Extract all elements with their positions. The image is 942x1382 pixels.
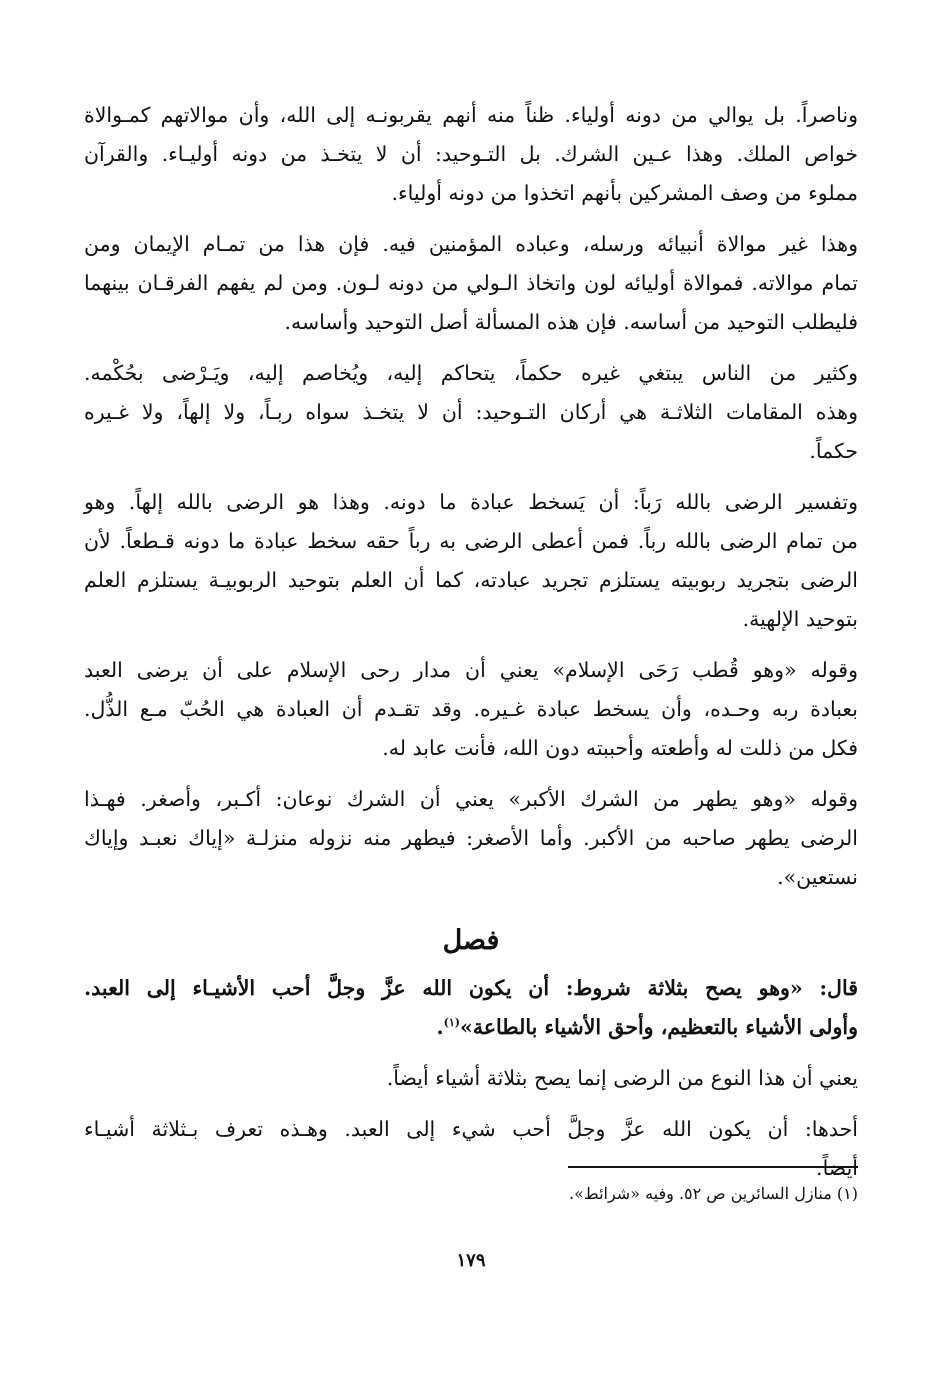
text-line: خواص الملك. وهذا عـين الشرك. بل التـوحيد: أن لا يتخـذ من دونه أوليـاء. والقرآن bbox=[84, 142, 858, 166]
footnote: (١) منازل السائرين ص ٥٢. وفيه «شرائط». bbox=[569, 1184, 858, 1203]
quoted-text bbox=[84, 969, 858, 1047]
text-line: بعبادة ربه وحـده، وأن يسخط عبادة غـيره. وقد تقـدم أن العبادة هي الحُبّ مـع الذُّل. bbox=[84, 697, 858, 721]
text-line: وتفسير الرضى بالله رَباً: أن يَسخط عبادة ما دونه. وهذا هو الرضى بالله إلهاً. وهو bbox=[84, 490, 858, 514]
text-line: تمام موالاته. فموالاة أوليائه لون واتخاذ الـولي من دونه لـون. ومن لم يفهم الفرقـان بينهما bbox=[84, 271, 858, 295]
text-line: وكثير من الناس يبتغي غيره حكماً، يتحاكم إليه، ويُخاصم إليه، ويَـرْضى بحُكْمه. bbox=[84, 361, 858, 385]
text-line: أحدها: أن يكون الله عزَّ وجلَّ أحب شيء إلى العبد. وهـذه تعرف بـثلاثة أشيـاء bbox=[84, 1117, 858, 1141]
text-line: وناصراً. بل يوالي من دونه أولياء. ظناً منه أنهم يقربونـه إلى الله، وأن موالاتهم كمـوالاة bbox=[84, 103, 858, 127]
text-line: فليطلب التوحيد من أساسه. فإن هذه المسألة أصل التوحيد وأساسه. bbox=[284, 310, 858, 334]
paragraph-3 bbox=[84, 354, 858, 471]
text-line: الرضى بتجريد ربوبيته يستلزم تجريد عبادته، كما أن العلم بتوحيد الربوبيـة يستلزم العلم bbox=[84, 568, 858, 592]
text-line: وهذا غير موالاة أنبيائه ورسله، وعباده المؤمنين فيه. فإن هذا من تمـام الإيمان ومن bbox=[84, 232, 858, 256]
section-heading: فصل bbox=[442, 925, 500, 956]
paragraph-5 bbox=[84, 651, 858, 768]
paragraph-8 bbox=[84, 1110, 858, 1188]
text-line: وهذه المقامات الثلاثـة هي أركان التـوحيد: أن لا يتخـذ سواه ربـاً، ولا إلهاً، ولا غـيره bbox=[84, 400, 858, 424]
text-line: وقوله «وهو قُطب رَحَى الإسلام» يعني أن مدار رحى الإسلام على أن يرضى العبد bbox=[84, 658, 858, 682]
paragraph-1 bbox=[84, 96, 858, 213]
text-line: الرضى يطهر صاحبه من الأكبر. وأما الأصغر: فيطهر منه نزوله منزلـة «إياك نعبـد وإياك bbox=[84, 826, 858, 850]
text-line: وقوله «وهو يطهر من الشرك الأكبر» يعني أن الشرك نوعان: أكـبر، وأصغر. فهـذا bbox=[84, 787, 858, 811]
page-number: ١٧٩ bbox=[456, 1250, 486, 1271]
footnote-marker[interactable]: (١) bbox=[443, 1016, 461, 1030]
text-line: فكل من ذللت له وأطعته وأحببته دون الله، فأنت عابد له. bbox=[382, 736, 858, 760]
text-line: قال: «وهو يصح بثلاثة شروط: أن يكون الله عزَّ وجلَّ أحب الأشيـاء إلى العبد. bbox=[84, 976, 858, 1000]
paragraph-2 bbox=[84, 225, 858, 342]
text-line: وأولى الأشياء بالتعظيم، وأحق الأشياء بالطاعة»$^{(١)}$. bbox=[436, 1015, 858, 1039]
text-line: مملوء من وصف المشركين بأنهم اتخذوا من دونه أولياء. bbox=[391, 181, 858, 205]
text-line: يعني أن هذا النوع من الرضى إنما يصح بثلاثة أشياء أيضاً. bbox=[386, 1066, 858, 1090]
text-line: حكماً. bbox=[809, 439, 858, 463]
text-line: بتوحيد الإلهية. bbox=[742, 607, 858, 631]
text-line: أيضاً. bbox=[816, 1156, 858, 1180]
footnote-divider bbox=[568, 1166, 858, 1168]
paragraph-6 bbox=[84, 780, 858, 897]
quote-line-text: وأولى الأشياء بالتعظيم، وأحق الأشياء بالطاعة» bbox=[460, 1015, 858, 1039]
text-line: نستعين». bbox=[777, 865, 858, 889]
paragraph-4 bbox=[84, 483, 858, 639]
paragraph-7 bbox=[84, 1059, 858, 1098]
text-line: من تمام الرضى بالله رباً. فمن أعطى الرضى به رباً حقه سخط عبادة ما دونه قـطعاً. لأن bbox=[84, 529, 858, 553]
